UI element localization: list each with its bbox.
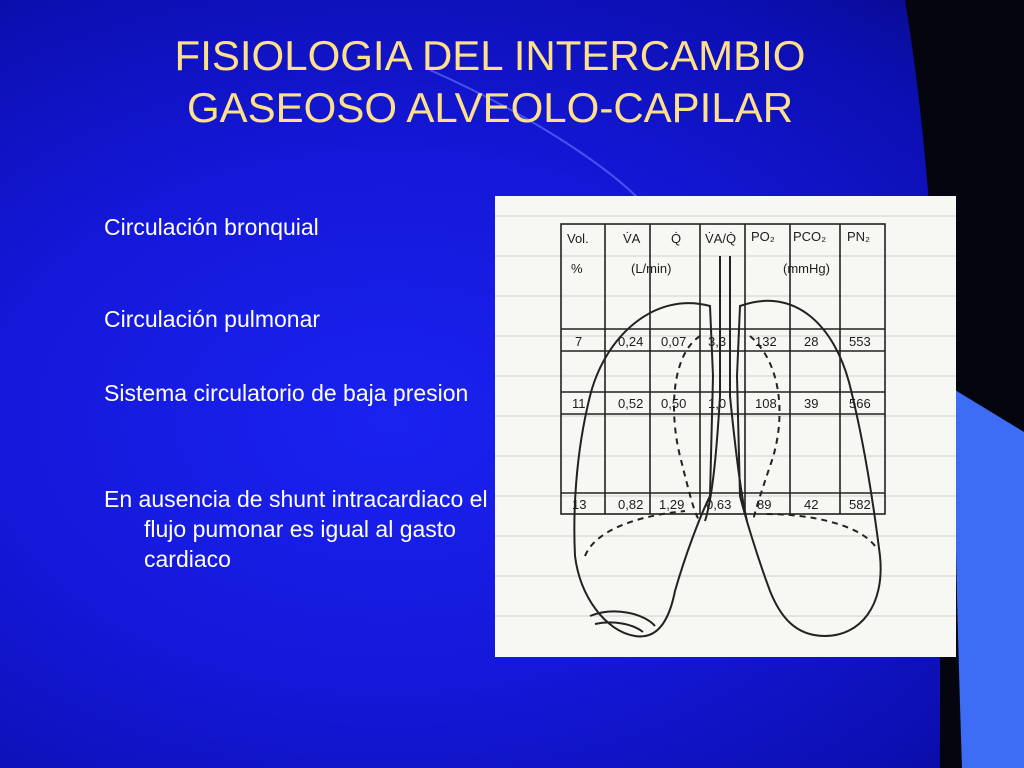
- light-blue-shape: [955, 390, 1024, 768]
- table-cell: 42: [804, 497, 819, 512]
- table-cell: 7: [575, 334, 583, 349]
- table-cell: 108: [755, 396, 777, 411]
- title-line-2: GASEOSO ALVEOLO-CAPILAR: [186, 84, 794, 131]
- table-cell: 89: [757, 497, 772, 512]
- table-cell: 582: [849, 497, 871, 512]
- header-pco2: PCO₂: [793, 229, 827, 244]
- table-cell: 28: [804, 334, 819, 349]
- table-cell: 1,0: [708, 396, 727, 411]
- table-cell: 0,63: [706, 497, 732, 512]
- table-cell: 1,29: [659, 497, 685, 512]
- figure-drawing: [495, 196, 956, 657]
- bullet-item: Circulación pulmonar: [104, 306, 321, 332]
- table-headers: [567, 229, 870, 276]
- table-cell: 13: [572, 497, 587, 512]
- table-cell: 3,3: [708, 334, 727, 349]
- unit-percent: %: [571, 261, 583, 276]
- header-po2: PO₂: [751, 229, 775, 244]
- table-cell: 0,52: [618, 396, 644, 411]
- lungs-outline: [574, 256, 880, 636]
- table-cell: 553: [849, 334, 871, 349]
- lung-ventilation-figure: [495, 196, 956, 657]
- table-row: [572, 396, 871, 411]
- table-cell: 0,82: [618, 497, 644, 512]
- bullet-item: Sistema circulatorio de baja presion: [104, 380, 469, 406]
- table-row: [572, 497, 871, 512]
- unit-mmhg: (mmHg): [783, 261, 830, 276]
- table-cell: 566: [849, 396, 871, 411]
- header-q: Q̇: [671, 231, 682, 246]
- bullet-item: Circulación bronquial: [104, 214, 319, 240]
- table-cell: 132: [755, 334, 777, 349]
- slide-title: [60, 30, 920, 134]
- header-va: V̇A: [623, 231, 641, 246]
- bullet-item: En ausencia de shunt intracardiaco el flujo pumonar es igual al gasto cardiaco: [104, 486, 488, 572]
- data-table-grid: [561, 224, 885, 514]
- header-pn2: PN₂: [847, 229, 871, 244]
- header-va-q: V̇A/Q̇: [705, 231, 737, 246]
- table-cell: 0,07: [661, 334, 687, 349]
- header-vol: Vol.: [567, 231, 589, 246]
- table-cell: 11: [572, 396, 586, 411]
- background-print-texture: [495, 216, 956, 616]
- table-cell: 0,24: [618, 334, 644, 349]
- title-line-1: FISIOLOGIA DEL INTERCAMBIO: [174, 32, 806, 79]
- table-cell: 39: [804, 396, 819, 411]
- unit-l-min: (L/min): [631, 261, 672, 276]
- table-cell: 0,50: [661, 396, 687, 411]
